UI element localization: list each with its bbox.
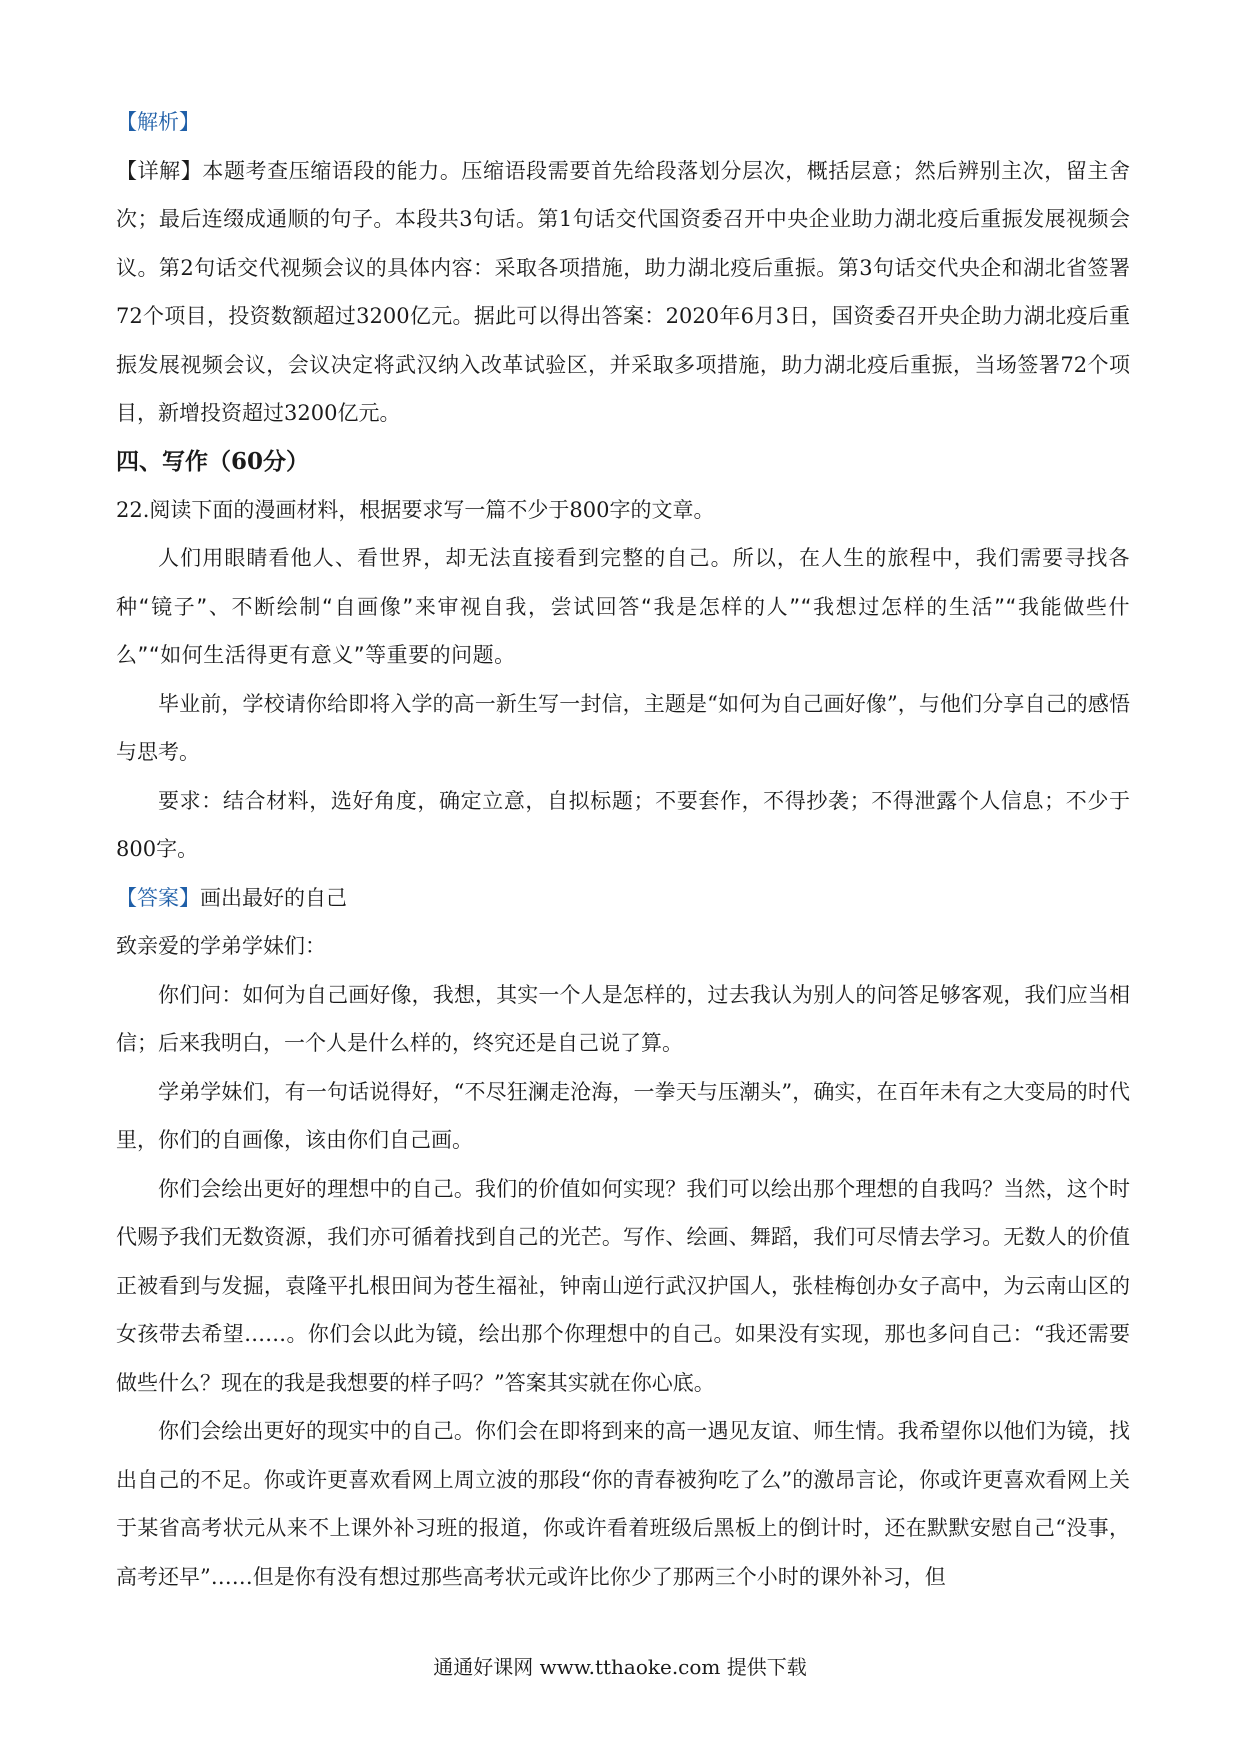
analysis-detail (116, 147, 1130, 438)
document-page (116, 98, 1130, 1601)
essay-paragraph: 你们会绘出更好的现实中的自己。你们会在即将到来的高一遇见友谊、师生情。我希望你以他们为镜，找出自己的不足。你或许更喜欢看网上周立波的那段“你的青春被狗吃了么”的激昂言论，你或许更喜欢看网上关于某省高考状元从来不上课外补习班的报道，你或许看着班级后黑板上的倒计时，还在默默安慰自己“没事，高考还早”……但是你有没有想过那些高考状元或许比你少了那两三个小时的课外补习，但 (116, 1419, 1130, 1589)
essay-salutation: 致亲爱的学弟学妹们： (116, 934, 326, 958)
essay-paragraph: 学弟学妹们，有一句话说得好，“不尽狂澜走沧海，一拳天与压潮头”，确实，在百年未有之大变局的时代里，你们的自画像，该由你们自己画。 (116, 1079, 1130, 1152)
essay-title: 画出最好的自己 (200, 885, 347, 910)
question-prompt: 22.阅读下面的漫画材料，根据要求写一篇不少于800字的文章。 (116, 497, 715, 522)
essay-paragraph: 你们问：如何为自己画好像，我想，其实一个人是怎样的，过去我认为别人的问答足够客观，我们应当相信；后来我明白，一个人是什么样的，终究还是自己说了算。 (116, 982, 1130, 1055)
detail-tag: 【详解】 (116, 158, 203, 183)
analysis-tag: 【解析】 (116, 110, 200, 134)
material-text: 人们用眼睛看他人、看世界，却无法直接看到完整的自己。所以，在人生的旅程中，我们需要寻找各种“镜子”、不断绘制“自画像”来审视自我，尝试回答“我是怎样的人”“我想过怎样的生活”“我能做些什么”“如何生活得更有意义”等重要的问题。 (116, 546, 1130, 667)
page-footer: 通通好课网 www.tthaoke.com 提供下载 (433, 1655, 807, 1679)
task-text: 毕业前，学校请你给即将入学的高一新生写一封信，主题是“如何为自己画好像”，与他们分享自己的感悟与思考。 (116, 691, 1130, 764)
section-heading: 四、写作（60分） (116, 447, 310, 475)
answer-line (116, 874, 1130, 923)
essay-paragraph: 你们会绘出更好的理想中的自己。我们的价值如何实现？我们可以绘出那个理想的自我吗？当然，这个时代赐予我们无数资源，我们亦可循着找到自己的光芒。写作、绘画、舞蹈，我们可尽情去学习。无数人的价值正被看到与发掘，袁隆平扎根田间为苍生福祉，钟南山逆行武汉护国人，张桂梅创办女子高中，为云南山区的女孩带去希望……。你们会以此为镜，绘出那个你理想中的自己。如果没有实现，那也多问自己：“我还需要做些什么？现在的我是我想要的样子吗？”答案其实就在你心底。 (116, 1176, 1130, 1395)
answer-tag: 【答案】 (116, 885, 200, 910)
requirements-text: 要求：结合材料，选好角度，确定立意，自拟标题；不要套作，不得抄袭；不得泄露个人信息；不少于800字。 (116, 788, 1130, 861)
detail-text: 本题考查压缩语段的能力。压缩语段需要首先给段落划分层次，概括层意；然后辨别主次，留主舍次；最后连缀成通顺的句子。本段共3句话。第1句话交代国资委召开中央企业助力湖北疫后重振发展视频会议。第2句话交代视频会议的具体内容：采取各项措施，助力湖北疫后重振。第3句话交代央企和湖北省签署72个项目，投资数额超过3200亿元。据此可以得出答案：2020年6月3日，国资委召开央企助力湖北疫后重振发展视频会议，会议决定将武汉纳入改革试验区，并采取多项措施，助力湖北疫后重振，当场签署72个项目，新增投资超过3200亿元。 (116, 158, 1131, 425)
